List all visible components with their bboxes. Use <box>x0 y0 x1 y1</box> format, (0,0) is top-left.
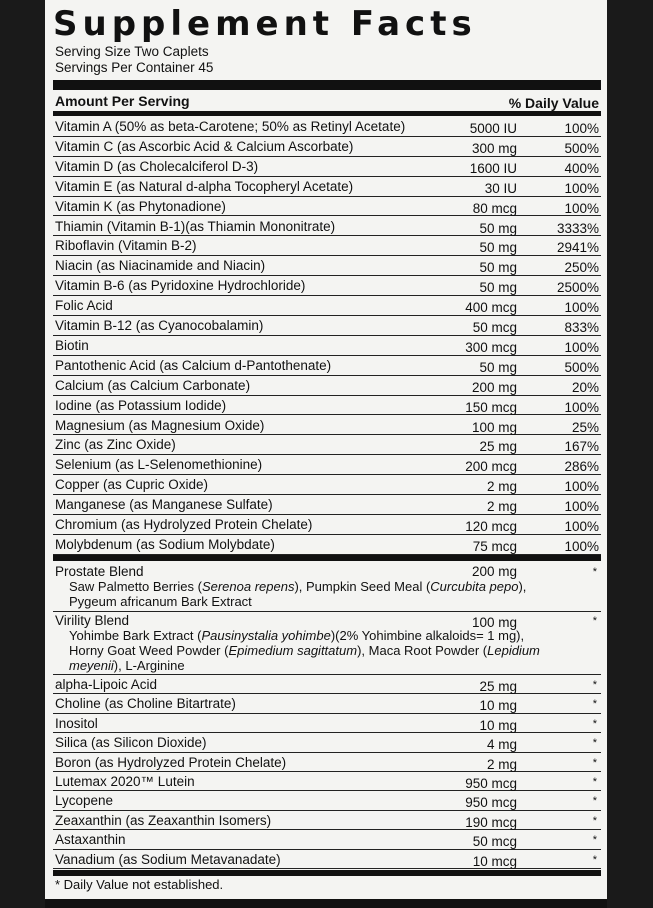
row-name: Niacin (as Niacinamide and Niacin) <box>55 258 266 274</box>
table-row <box>53 694 601 713</box>
table-row <box>53 217 601 237</box>
row-amount: 950 mcg <box>465 795 517 811</box>
table-row <box>53 475 601 495</box>
row-dv: * <box>592 698 597 711</box>
row-amount: 10 mcg <box>472 853 517 869</box>
row-dv: 100% <box>564 300 599 316</box>
row-name: Chromium (as Hydrolyzed Protein Chelate) <box>55 517 313 532</box>
table-row-prostate-blend <box>53 563 601 612</box>
row-amount: 50 mg <box>479 220 517 236</box>
row-dv: 286% <box>564 459 599 475</box>
row-name: Iodine (as Potassium Iodide) <box>55 397 227 413</box>
thick-divider-bottom <box>53 870 601 876</box>
panel-title: Supplement Facts <box>53 4 477 44</box>
table-row <box>53 316 601 336</box>
row-name: Lutemax 2020™ Lutein <box>55 774 195 789</box>
table-row <box>53 733 601 752</box>
row-dv: 100% <box>564 499 599 515</box>
row-amount: 25 mg <box>479 679 517 694</box>
row-name: Calcium (as Calcium Carbonate) <box>55 377 251 393</box>
amount-per-serving-header: Amount Per Serving <box>55 93 190 109</box>
table-row <box>53 830 601 849</box>
row-name: Vitamin B-12 (as Cyanocobalamin) <box>55 318 264 333</box>
row-name: Prostate Blend <box>55 564 144 579</box>
table-row <box>53 495 601 515</box>
row-name: Magnesium (as Magnesium Oxide) <box>55 417 265 433</box>
table-row <box>53 296 601 316</box>
row-amount: 50 mcg <box>472 320 517 335</box>
table-row <box>53 276 601 296</box>
row-dv: 100% <box>564 479 599 495</box>
row-dv: 500% <box>564 140 599 156</box>
footnote: * Daily Value not established. <box>55 877 224 892</box>
row-dv: 400% <box>564 160 599 176</box>
row-name: Thiamin (Vitamin B-1)(as Thiamin Mononitrate) <box>55 218 336 234</box>
row-dv: * <box>592 679 597 691</box>
table-row <box>53 535 601 555</box>
row-name: Zeaxanthin (as Zeaxanthin Isomers) <box>55 812 272 828</box>
table-row <box>53 236 601 256</box>
supplement-facts-panel <box>45 0 607 908</box>
row-name: Choline (as Choline Bitartrate) <box>55 696 236 712</box>
row-amount: 300 mcg <box>465 339 517 355</box>
row-name: Silica (as Silicon Dioxide) <box>55 735 207 751</box>
row-name: Zinc (as Zinc Oxide) <box>55 437 176 453</box>
virility-blend-ingredients-3: meyenii), L-Arginine <box>69 658 185 673</box>
row-dv: * <box>592 834 597 847</box>
row-dv: * <box>592 814 597 827</box>
row-amount: 4 mg <box>486 737 517 753</box>
table-row <box>53 850 601 869</box>
thick-divider-blends <box>53 555 601 561</box>
table-row <box>53 515 601 535</box>
row-dv: 833% <box>564 320 599 335</box>
row-dv: * <box>592 853 597 866</box>
row-name: Copper (as Cupric Oxide) <box>55 477 209 493</box>
row-name: Virility Blend <box>55 613 130 628</box>
row-name: Riboflavin (Vitamin B-2) <box>55 238 197 254</box>
row-dv: 2500% <box>556 280 599 296</box>
row-dv: 100% <box>564 339 599 355</box>
row-dv: 167% <box>564 439 599 455</box>
row-dv: * <box>592 717 597 730</box>
table-row <box>53 197 601 217</box>
row-amount: 50 mg <box>479 240 517 256</box>
thick-divider-header <box>53 111 601 116</box>
row-name: Folic Acid <box>55 298 113 314</box>
row-dv: * <box>592 756 597 769</box>
row-name: Biotin <box>55 337 89 353</box>
table-row <box>53 137 601 157</box>
row-name: Molybdenum (as Sodium Molybdate) <box>55 536 275 552</box>
row-amount: 30 IU <box>484 180 517 196</box>
table-row <box>53 256 601 276</box>
row-amount: 300 mg <box>471 140 517 156</box>
row-dv: 100% <box>564 200 599 216</box>
virility-blend-ingredients-1: Yohimbe Bark Extract (Pausinystalia yohimbe)(2% Yohimbine alkaloids= 1 mg), <box>69 628 525 643</box>
row-amount: 200 mcg <box>465 459 517 475</box>
row-dv: * <box>592 795 597 808</box>
row-name: Vitamin A (50% as beta-Carotene; 50% as Retinyl Acetate) <box>55 119 406 134</box>
row-dv: 2941% <box>556 240 599 256</box>
row-amount: 100 mg <box>471 615 517 630</box>
row-amount: 10 mg <box>479 717 517 733</box>
table-row <box>53 416 601 436</box>
table-row <box>53 356 601 376</box>
row-dv: * <box>592 776 597 788</box>
serving-size: Serving Size Two Caplets <box>55 44 209 59</box>
row-dv: 20% <box>571 379 599 395</box>
row-dv: 25% <box>571 419 599 435</box>
row-name: alpha-Lipoic Acid <box>55 677 158 692</box>
row-amount: 50 mg <box>479 359 517 375</box>
row-name: Lycopene <box>55 793 114 809</box>
table-row <box>53 455 601 475</box>
row-amount: 200 mg <box>471 564 517 579</box>
row-name: Vitamin B-6 (as Pyridoxine Hydrochloride) <box>55 278 306 294</box>
row-amount: 1600 IU <box>469 160 517 176</box>
row-amount: 2 mg <box>486 479 517 495</box>
row-amount: 2 mg <box>486 499 517 515</box>
row-amount: 190 mcg <box>465 814 517 830</box>
row-amount: 50 mg <box>479 280 517 296</box>
row-amount: 950 mcg <box>465 776 517 791</box>
thick-divider-top <box>53 80 601 90</box>
row-name: Selenium (as L-Selenomethionine) <box>55 457 263 473</box>
table-row <box>53 396 601 416</box>
row-dv: 100% <box>564 538 599 554</box>
row-amount: 80 mcg <box>472 200 517 216</box>
row-name: Vitamin D (as Cholecalciferol D-3) <box>55 158 259 174</box>
table-row-virility-blend <box>53 612 601 675</box>
row-amount: 75 mcg <box>472 538 517 554</box>
row-dv: 100% <box>564 180 599 196</box>
table-row <box>53 336 601 356</box>
table-row <box>53 772 601 791</box>
row-name: Manganese (as Manganese Sulfate) <box>55 497 273 513</box>
bottom-border <box>45 899 607 908</box>
table-row <box>53 117 601 137</box>
row-name: Boron (as Hydrolyzed Protein Chelate) <box>55 754 287 770</box>
row-name: Vitamin C (as Ascorbic Acid & Calcium Ascorbate) <box>55 138 354 154</box>
row-dv: 250% <box>564 260 599 276</box>
row-dv: * <box>592 615 597 627</box>
row-name: Vanadium (as Sodium Metavanadate) <box>55 851 281 867</box>
row-amount: 100 mg <box>471 419 517 435</box>
row-dv: 500% <box>564 359 599 375</box>
row-name: Vitamin K (as Phytonadione) <box>55 198 226 214</box>
row-name: Astaxanthin <box>55 832 126 848</box>
row-dv: * <box>592 566 597 578</box>
prostate-blend-ingredients-1: Saw Palmetto Berries (Serenoa repens), Pumpkin Seed Meal (Curcubita pepo), <box>69 579 527 594</box>
table-row <box>53 376 601 396</box>
servings-per-container: Servings Per Container 45 <box>55 60 214 75</box>
row-amount: 50 mcg <box>472 834 517 850</box>
row-amount: 50 mg <box>479 260 517 276</box>
row-dv: 100% <box>564 399 599 415</box>
table-row <box>53 675 601 694</box>
row-amount: 200 mg <box>471 379 517 395</box>
row-amount: 2 mg <box>486 756 517 772</box>
table-row <box>53 157 601 177</box>
table-row <box>53 753 601 772</box>
row-dv: 100% <box>564 519 599 534</box>
daily-value-header: % Daily Value <box>508 95 599 111</box>
row-name: Inositol <box>55 715 98 731</box>
table-row <box>53 811 601 830</box>
row-amount: 120 mcg <box>465 519 517 534</box>
row-name: Pantothenic Acid (as Calcium d-Pantothenate) <box>55 357 332 373</box>
table-row <box>53 177 601 197</box>
row-dv: 100% <box>564 121 599 136</box>
prostate-blend-ingredients-2: Pygeum africanum Bark Extract <box>69 594 252 609</box>
row-dv: * <box>592 737 597 750</box>
virility-blend-ingredients-2: Horny Goat Weed Powder (Epimedium sagittatum), Maca Root Powder (Lepidium <box>69 643 540 658</box>
row-amount: 25 mg <box>479 439 517 455</box>
table-row <box>53 435 601 455</box>
row-amount: 400 mcg <box>465 300 517 316</box>
table-row <box>53 791 601 810</box>
row-dv: 3333% <box>556 220 599 236</box>
row-name: Vitamin E (as Natural d-alpha Tocopheryl Acetate) <box>55 178 354 194</box>
row-amount: 10 mg <box>479 698 517 714</box>
row-amount: 5000 IU <box>469 121 517 136</box>
row-amount: 150 mcg <box>465 399 517 415</box>
table-row <box>53 714 601 733</box>
